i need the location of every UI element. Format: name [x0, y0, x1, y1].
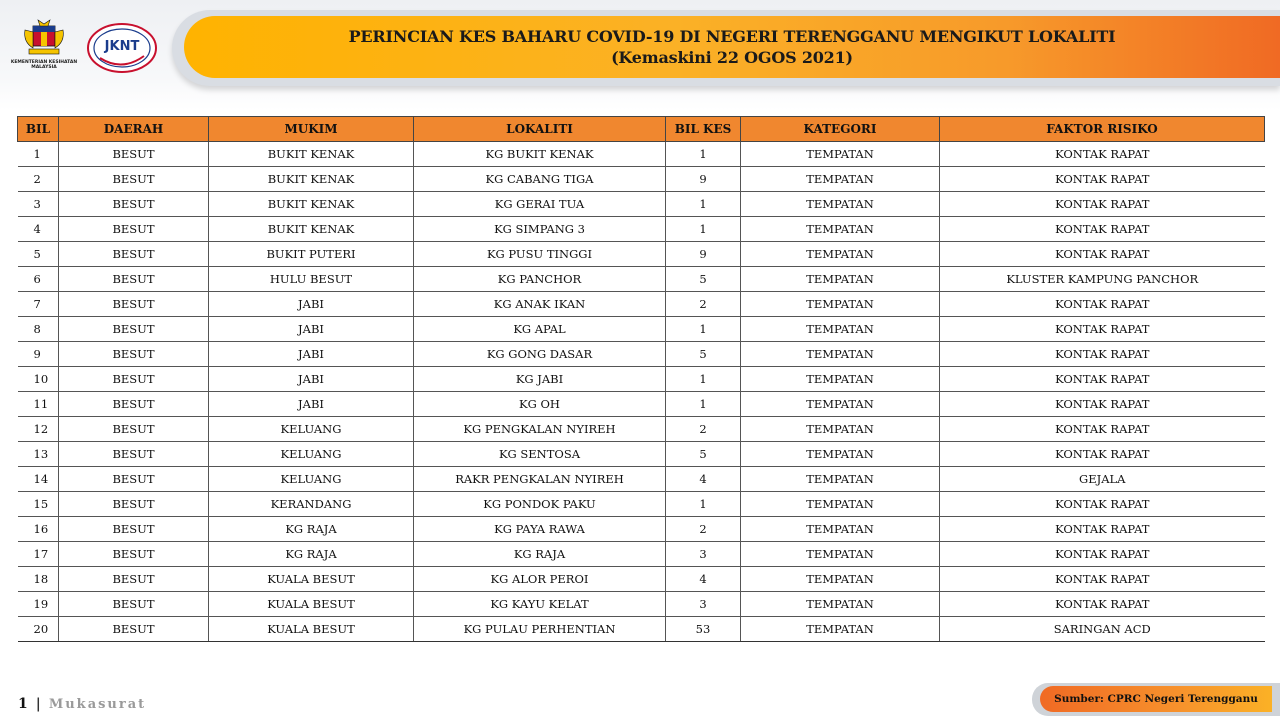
cell-daerah: BESUT	[59, 567, 209, 592]
table-row	[18, 542, 1265, 567]
cell-kategori: TEMPATAN	[741, 142, 940, 167]
page-subtitle: (Kemaskini 22 OGOS 2021)	[611, 48, 853, 67]
cell-lokaliti: KG RAJA	[414, 542, 666, 567]
table-row	[18, 417, 1265, 442]
cell-bil: 6	[18, 267, 59, 292]
table-header-row	[18, 117, 1265, 142]
table-row	[18, 517, 1265, 542]
page-footer	[18, 696, 146, 712]
cell-faktor-risiko: KONTAK RAPAT	[940, 442, 1265, 467]
cell-mukim: KELUANG	[209, 442, 414, 467]
cell-faktor-risiko: GEJALA	[940, 467, 1265, 492]
logo-area	[10, 18, 170, 80]
cell-mukim: BUKIT KENAK	[209, 192, 414, 217]
cell-kategori: TEMPATAN	[741, 292, 940, 317]
cell-kategori: TEMPATAN	[741, 617, 940, 642]
cell-mukim: KERANDANG	[209, 492, 414, 517]
page-title: PERINCIAN KES BAHARU COVID-19 DI NEGERI TERENGGANU MENGIKUT LOKALITI	[348, 27, 1116, 46]
column-header-lokaliti: LOKALITI	[414, 117, 666, 142]
malaysia-crest-icon	[21, 18, 67, 58]
cell-bil: 17	[18, 542, 59, 567]
cell-lokaliti: RAKR PENGKALAN NYIREH	[414, 467, 666, 492]
column-header-kategori: KATEGORI	[741, 117, 940, 142]
cell-kategori: TEMPATAN	[741, 367, 940, 392]
cell-bil: 9	[18, 342, 59, 367]
cell-bil: 2	[18, 167, 59, 192]
cell-daerah: BESUT	[59, 492, 209, 517]
table-row	[18, 492, 1265, 517]
cell-faktor-risiko: KONTAK RAPAT	[940, 592, 1265, 617]
table-row	[18, 392, 1265, 417]
cell-bil-kes: 5	[666, 267, 741, 292]
cell-mukim: JABI	[209, 342, 414, 367]
cell-mukim: BUKIT PUTERI	[209, 242, 414, 267]
cell-bil-kes: 1	[666, 367, 741, 392]
cell-faktor-risiko: KONTAK RAPAT	[940, 492, 1265, 517]
cell-bil: 11	[18, 392, 59, 417]
cell-bil: 1	[18, 142, 59, 167]
cell-lokaliti: KG PAYA RAWA	[414, 517, 666, 542]
cell-faktor-risiko: KONTAK RAPAT	[940, 342, 1265, 367]
table-row	[18, 592, 1265, 617]
cell-kategori: TEMPATAN	[741, 217, 940, 242]
cell-bil-kes: 1	[666, 317, 741, 342]
cell-kategori: TEMPATAN	[741, 467, 940, 492]
cell-daerah: BESUT	[59, 592, 209, 617]
cell-bil-kes: 1	[666, 217, 741, 242]
cell-faktor-risiko: KONTAK RAPAT	[940, 167, 1265, 192]
cell-mukim: JABI	[209, 317, 414, 342]
cell-mukim: KELUANG	[209, 417, 414, 442]
column-header-daerah: DAERAH	[59, 117, 209, 142]
table-row	[18, 567, 1265, 592]
cell-kategori: TEMPATAN	[741, 442, 940, 467]
cell-kategori: TEMPATAN	[741, 567, 940, 592]
cell-mukim: HULU BESUT	[209, 267, 414, 292]
cell-kategori: TEMPATAN	[741, 417, 940, 442]
cell-bil: 13	[18, 442, 59, 467]
cell-faktor-risiko: KONTAK RAPAT	[940, 142, 1265, 167]
cell-bil-kes: 1	[666, 492, 741, 517]
cell-kategori: TEMPATAN	[741, 542, 940, 567]
cell-bil-kes: 1	[666, 192, 741, 217]
cell-kategori: TEMPATAN	[741, 592, 940, 617]
cell-mukim: BUKIT KENAK	[209, 217, 414, 242]
table-row	[18, 317, 1265, 342]
cell-kategori: TEMPATAN	[741, 492, 940, 517]
table-row	[18, 217, 1265, 242]
cell-bil-kes: 3	[666, 542, 741, 567]
cell-mukim: KUALA BESUT	[209, 592, 414, 617]
cell-bil: 18	[18, 567, 59, 592]
cell-kategori: TEMPATAN	[741, 242, 940, 267]
cell-lokaliti: KG GERAI TUA	[414, 192, 666, 217]
table-body	[18, 142, 1265, 642]
cell-kategori: TEMPATAN	[741, 167, 940, 192]
table-row	[18, 167, 1265, 192]
cell-lokaliti: KG APAL	[414, 317, 666, 342]
cell-faktor-risiko: KONTAK RAPAT	[940, 567, 1265, 592]
cell-bil-kes: 9	[666, 242, 741, 267]
cell-mukim: KUALA BESUT	[209, 567, 414, 592]
column-header-bil: BIL	[18, 117, 59, 142]
column-header-mukim: MUKIM	[209, 117, 414, 142]
source-label: Sumber: CPRC Negeri Terengganu	[1040, 686, 1272, 712]
cell-mukim: KELUANG	[209, 467, 414, 492]
cell-bil: 16	[18, 517, 59, 542]
cell-faktor-risiko: KONTAK RAPAT	[940, 517, 1265, 542]
cell-faktor-risiko: KONTAK RAPAT	[940, 392, 1265, 417]
cell-bil: 15	[18, 492, 59, 517]
cell-mukim: BUKIT KENAK	[209, 142, 414, 167]
cell-kategori: TEMPATAN	[741, 342, 940, 367]
cell-bil-kes: 9	[666, 167, 741, 192]
cell-lokaliti: KG SENTOSA	[414, 442, 666, 467]
cell-bil-kes: 2	[666, 417, 741, 442]
title-banner	[184, 16, 1280, 78]
cell-bil: 4	[18, 217, 59, 242]
table-row	[18, 142, 1265, 167]
cell-daerah: BESUT	[59, 267, 209, 292]
cell-bil: 7	[18, 292, 59, 317]
cell-faktor-risiko: KLUSTER KAMPUNG PANCHOR	[940, 267, 1265, 292]
cell-mukim: KUALA BESUT	[209, 617, 414, 642]
page-label: Mukasurat	[48, 696, 147, 712]
cell-bil-kes: 1	[666, 142, 741, 167]
table-row	[18, 617, 1265, 642]
cell-kategori: TEMPATAN	[741, 392, 940, 417]
table-row	[18, 342, 1265, 367]
cell-lokaliti: KG ANAK IKAN	[414, 292, 666, 317]
cell-lokaliti: KG PANCHOR	[414, 267, 666, 292]
cell-daerah: BESUT	[59, 167, 209, 192]
cell-daerah: BESUT	[59, 617, 209, 642]
cell-lokaliti: KG PULAU PERHENTIAN	[414, 617, 666, 642]
table-row	[18, 442, 1265, 467]
cell-daerah: BESUT	[59, 242, 209, 267]
kkm-logo	[10, 18, 78, 80]
cell-mukim: JABI	[209, 367, 414, 392]
cell-faktor-risiko: KONTAK RAPAT	[940, 542, 1265, 567]
cell-bil-kes: 5	[666, 442, 741, 467]
cell-mukim: KG RAJA	[209, 517, 414, 542]
cell-lokaliti: KG CABANG TIGA	[414, 167, 666, 192]
cell-bil-kes: 2	[666, 517, 741, 542]
cell-faktor-risiko: SARINGAN ACD	[940, 617, 1265, 642]
jknt-logo-icon	[86, 22, 158, 74]
table-row	[18, 267, 1265, 292]
cell-bil: 10	[18, 367, 59, 392]
cell-faktor-risiko: KONTAK RAPAT	[940, 217, 1265, 242]
cell-faktor-risiko: KONTAK RAPAT	[940, 242, 1265, 267]
cell-bil-kes: 5	[666, 342, 741, 367]
cell-daerah: BESUT	[59, 517, 209, 542]
cell-daerah: BESUT	[59, 142, 209, 167]
cell-lokaliti: KG GONG DASAR	[414, 342, 666, 367]
table-row	[18, 292, 1265, 317]
column-header-bil-kes: BIL KES	[666, 117, 741, 142]
cases-table	[17, 116, 1265, 642]
cell-lokaliti: KG KAYU KELAT	[414, 592, 666, 617]
cell-bil: 14	[18, 467, 59, 492]
cell-bil-kes: 53	[666, 617, 741, 642]
cell-daerah: BESUT	[59, 292, 209, 317]
page-number: 1	[18, 696, 28, 712]
cell-daerah: BESUT	[59, 442, 209, 467]
cell-bil: 12	[18, 417, 59, 442]
cell-bil: 5	[18, 242, 59, 267]
cell-faktor-risiko: KONTAK RAPAT	[940, 292, 1265, 317]
cell-bil-kes: 1	[666, 392, 741, 417]
cell-lokaliti: KG PONDOK PAKU	[414, 492, 666, 517]
cell-kategori: TEMPATAN	[741, 267, 940, 292]
cell-lokaliti: KG PUSU TINGGI	[414, 242, 666, 267]
cell-bil: 3	[18, 192, 59, 217]
table-row	[18, 467, 1265, 492]
cell-daerah: BESUT	[59, 542, 209, 567]
cell-lokaliti: KG BUKIT KENAK	[414, 142, 666, 167]
cell-lokaliti: KG ALOR PEROI	[414, 567, 666, 592]
cell-mukim: KG RAJA	[209, 542, 414, 567]
cell-bil-kes: 4	[666, 467, 741, 492]
cell-mukim: JABI	[209, 292, 414, 317]
cell-daerah: BESUT	[59, 467, 209, 492]
cell-kategori: TEMPATAN	[741, 192, 940, 217]
cell-mukim: BUKIT KENAK	[209, 167, 414, 192]
table-row	[18, 242, 1265, 267]
footer-separator: |	[35, 696, 41, 712]
cell-faktor-risiko: KONTAK RAPAT	[940, 317, 1265, 342]
cell-bil-kes: 2	[666, 292, 741, 317]
cell-faktor-risiko: KONTAK RAPAT	[940, 417, 1265, 442]
cell-daerah: BESUT	[59, 342, 209, 367]
cell-lokaliti: KG PENGKALAN NYIREH	[414, 417, 666, 442]
cell-kategori: TEMPATAN	[741, 517, 940, 542]
cell-lokaliti: KG SIMPANG 3	[414, 217, 666, 242]
kkm-logo-text: KEMENTERIAN KESIHATAN MALAYSIA	[10, 60, 78, 70]
cell-bil: 20	[18, 617, 59, 642]
column-header-faktor-risiko: FAKTOR RISIKO	[940, 117, 1265, 142]
cell-daerah: BESUT	[59, 417, 209, 442]
cell-daerah: BESUT	[59, 192, 209, 217]
cell-faktor-risiko: KONTAK RAPAT	[940, 367, 1265, 392]
cell-lokaliti: KG OH	[414, 392, 666, 417]
cell-kategori: TEMPATAN	[741, 317, 940, 342]
cell-lokaliti: KG JABI	[414, 367, 666, 392]
cell-daerah: BESUT	[59, 392, 209, 417]
cell-mukim: JABI	[209, 392, 414, 417]
table-row	[18, 192, 1265, 217]
cell-bil-kes: 4	[666, 567, 741, 592]
cell-daerah: BESUT	[59, 367, 209, 392]
cell-bil-kes: 3	[666, 592, 741, 617]
cell-bil: 19	[18, 592, 59, 617]
cell-bil: 8	[18, 317, 59, 342]
cell-faktor-risiko: KONTAK RAPAT	[940, 192, 1265, 217]
cell-daerah: BESUT	[59, 217, 209, 242]
jknt-logo-text: JKNT	[104, 39, 140, 54]
cell-daerah: BESUT	[59, 317, 209, 342]
table-row	[18, 367, 1265, 392]
